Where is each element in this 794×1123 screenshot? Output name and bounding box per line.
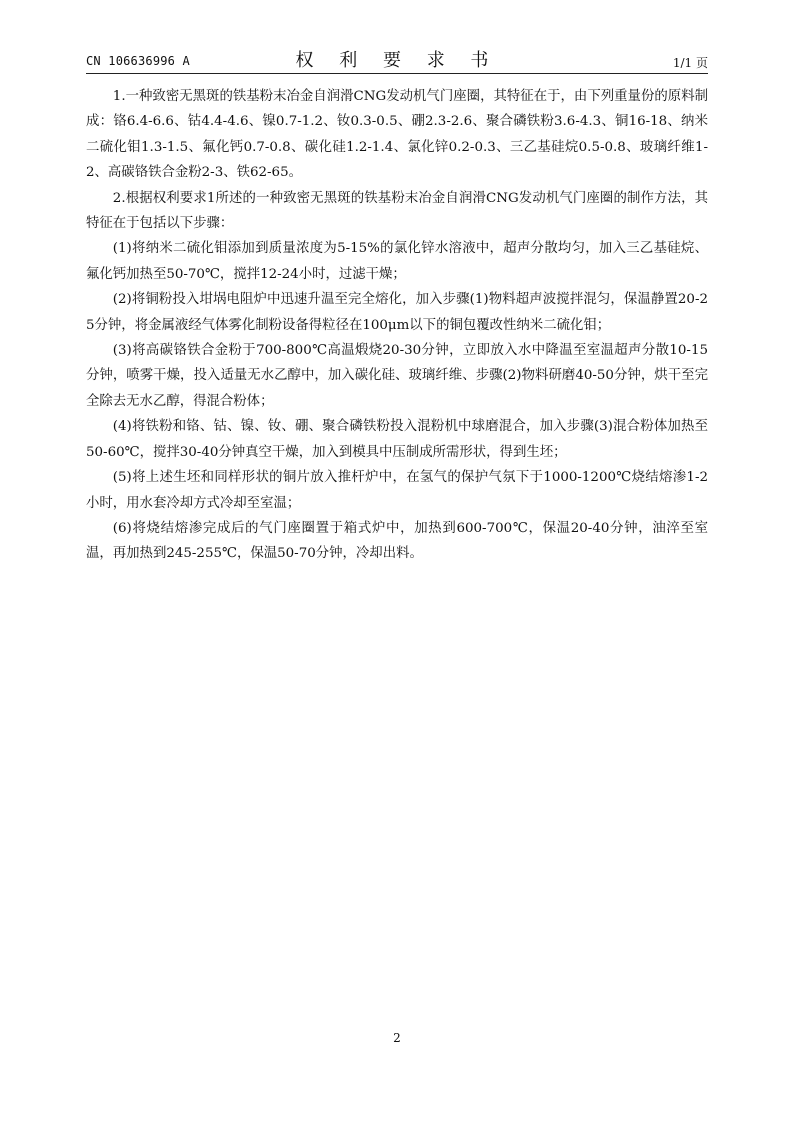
page-header <box>86 46 708 74</box>
claim-2-step-2: (2)将铜粉投入坩埚电阻炉中迅速升温至完全熔化，加入步骤(1)物料超声波搅拌混匀，保温静置20-25分钟，将金属液经气体雾化制粉设备得粒径在100μm以下的铜包覆改性纳米二硫化钼； <box>86 292 708 333</box>
claim-1: 1.一种致密无黑斑的铁基粉末冶金自润滑CNG发动机气门座圈，其特征在于，由下列重量份的原料制成：铬6.4-6.6、钴4.4-4.6、镍0.7-1.2、钕0.3-0.5、硼2.3-2.6、聚合磷铁粉3.6-4.3、铜16-18、纳米二硫化钼1.3-1.5、氟化钙0.7-0.8、碳化硅1.2-1.4、氯化锌0.2-0.3、三乙基硅烷0.5-0.8、玻璃纤维1-2、高碳铬铁合金粉2-3、铁62-65。 <box>86 89 708 181</box>
page-count: 1/1 页 <box>672 56 708 70</box>
claims-body <box>86 84 708 567</box>
page-number: 2 <box>393 1031 401 1045</box>
claim-2-step-1: (1)将纳米二硫化钼添加到质量浓度为5-15%的氯化锌水溶液中，超声分散均匀，加入三乙基硅烷、氟化钙加热至50-70℃，搅拌12-24小时，过滤干燥； <box>86 241 708 282</box>
claim-2-step-4: (4)将铁粉和铬、钴、镍、钕、硼、聚合磷铁粉投入混粉机中球磨混合，加入步骤(3)混合粉体加热至50-60℃，搅拌30-40分钟真空干燥，加入到模具中压制成所需形状，得到生坯； <box>86 419 708 460</box>
publication-number: CN 106636996 A <box>86 54 190 68</box>
claim-2-step-5: (5)将上述生坯和同样形状的铜片放入推杆炉中，在氢气的保护气氛下于1000-1200℃烧结熔渗1-2小时，用水套冷却方式冷却至室温； <box>86 470 708 511</box>
claim-2-step-3: (3)将高碳铬铁合金粉于700-800℃高温煅烧20-30分钟，立即放入水中降温至室温超声分散10-15分钟，喷雾干燥，投入适量无水乙醇中，加入碳化硅、玻璃纤维、步骤(2)物料研磨40-50分钟，烘干至完全除去无水乙醇，得混合粉体； <box>86 343 708 409</box>
claim-2: 2.根据权利要求1所述的一种致密无黑斑的铁基粉末冶金自润滑CNG发动机气门座圈的制作方法，其特征在于包括以下步骤： <box>86 190 708 232</box>
header-divider <box>86 73 708 74</box>
document-title: 权 利 要 求 书 <box>295 50 499 71</box>
claim-2-step-6: (6)将烧结熔渗完成后的气门座圈置于箱式炉中，加热到600-700℃，保温20-40分钟，油淬至室温，再加热到245-255℃，保温50-70分钟，冷却出料。 <box>86 520 708 562</box>
